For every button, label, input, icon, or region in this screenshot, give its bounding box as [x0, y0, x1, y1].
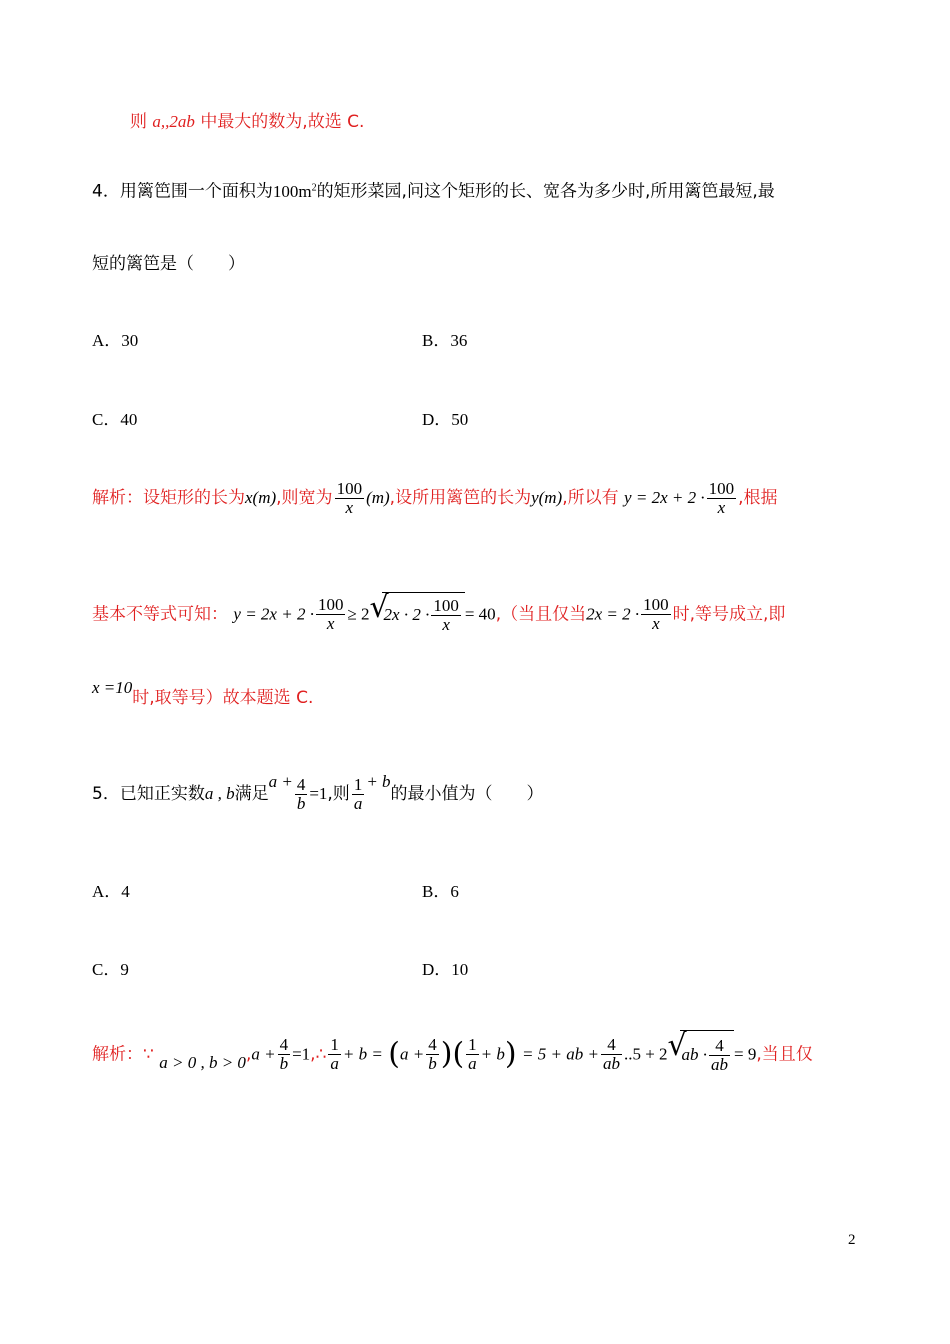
q4-sol-width-fraction: [335, 480, 365, 517]
q4-sol2-frac1-den: x: [326, 614, 335, 633]
q5-cond-eq: =1: [309, 784, 328, 803]
q5-sol-c-eq: =1: [292, 1044, 311, 1064]
q4-sol2-frac1-num: 100: [317, 595, 344, 614]
q5-cond-frac-den: b: [296, 793, 306, 813]
q5-option-d[interactable]: [422, 958, 468, 982]
q5-sol-left-frac: [426, 1036, 439, 1073]
q4-sol-text-a: 解析：设矩形的长为: [92, 488, 245, 508]
q5-sol-eq9: = 9: [734, 1044, 757, 1064]
q5-number: 5．: [92, 784, 120, 804]
q5-sol-rad-frac-den: ab: [711, 1054, 729, 1074]
q4-sol2-rad-text: 2x · 2 ·: [383, 605, 430, 624]
q5-sol-one-over-a: [328, 1036, 341, 1073]
q5-sol-ge: ..5 + 2: [623, 1044, 668, 1064]
q5-sol-pos: a > 0 , b > 0: [159, 1052, 246, 1072]
q4-sol2-text-c: 时,等号成立,即: [672, 604, 786, 625]
q4-text-c: 短的篱笆是（ ）: [92, 254, 245, 274]
right-paren-icon: ): [440, 1036, 453, 1072]
right-paren-icon: ): [504, 1036, 517, 1072]
q5-sol-mid-frac: [466, 1036, 479, 1073]
q4-sol-eq-frac-num: 100: [708, 478, 735, 498]
q4-option-d[interactable]: [422, 408, 468, 432]
q5-sol-tail: ,当且仅: [756, 1044, 813, 1065]
q5-text-b: 满足: [234, 784, 269, 804]
q4-option-a[interactable]: [92, 329, 138, 353]
q4-sol2-rad-frac: [431, 597, 461, 634]
q4-sol2-cond-frac-num: 100: [643, 595, 669, 614]
q3-conclusion: [130, 110, 364, 134]
q4-sol2-rad-frac-num: 100: [433, 595, 459, 615]
q5-sol-eq5: = 5 + ab +: [522, 1044, 599, 1064]
q5-option-a[interactable]: [92, 880, 130, 904]
q5-expr-frac-den: a: [353, 793, 363, 813]
q4-area-exp: 2: [311, 182, 317, 193]
q5-option-a-label: A．4: [92, 882, 130, 901]
q4-option-b[interactable]: [422, 329, 467, 353]
q4-sol2-cond-frac: [641, 596, 671, 633]
q4-stem-line1: [92, 176, 775, 204]
q4-sol2-eq1: y = 2x + 2 ·: [233, 604, 314, 624]
q5-expr-plus-b: + b: [366, 772, 391, 791]
q5-sol-rad-frac: [709, 1037, 730, 1074]
q4-sol-text-c: ,设所用篱笆的长为: [389, 488, 532, 508]
q5-sol-left-frac-num: 4: [428, 1035, 437, 1054]
q5-sol-one-over-a-den: a: [330, 1054, 339, 1073]
q5-sol-c-frac: [278, 1036, 291, 1073]
q4-sol2-ge: ≥ 2: [347, 604, 370, 624]
q4-option-a-label: A．30: [92, 331, 139, 350]
page-number-text: 2: [848, 1232, 856, 1248]
q5-sol-one-over-a-num: 1: [330, 1035, 339, 1054]
q4-solution-line1: [92, 478, 778, 518]
radical-icon: √: [369, 590, 389, 625]
q4-sol-xm: x(m): [245, 488, 277, 507]
q3-math: a,,2ab: [152, 112, 195, 131]
q4-sol-text-b: ,则宽为: [276, 488, 333, 508]
q5-sol-rad-ab: ab ·: [681, 1045, 708, 1064]
q5-option-b-label: B．6: [422, 882, 459, 901]
q4-sol-frac-den: x: [345, 497, 354, 517]
q5-sol-left-frac-den: b: [428, 1054, 437, 1073]
q5-sol-mid-frac-num: 1: [468, 1035, 477, 1054]
page-number: [848, 1228, 856, 1252]
q4-sol2-text-b: ,（当且仅当: [495, 604, 587, 625]
q4-area-value: 100m: [272, 181, 312, 201]
left-paren-icon: (: [388, 1036, 400, 1072]
q4-sol-eq: y = 2x + 2 ·: [624, 488, 705, 507]
q4-sol3-eq: x =10: [92, 678, 133, 697]
q5-sol-plus-b: + b =: [342, 1044, 383, 1064]
q5-solution-line1: [92, 1030, 813, 1079]
q4-sol3-text-a: 时,取等号）故本题选 C.: [132, 688, 314, 708]
radical-icon: √: [667, 1028, 687, 1063]
q5-expr-frac-num: 1: [353, 774, 363, 794]
q5-sol-c-frac-den: b: [279, 1054, 289, 1073]
q5-cond-frac: [295, 776, 308, 813]
q5-text-a: 已知正实数: [119, 784, 205, 804]
q5-sol-mid: + b: [480, 1044, 505, 1064]
q5-sol-left-a: a +: [399, 1044, 425, 1064]
q4-sol2-cond: 2x = 2 ·: [586, 604, 640, 624]
q5-option-c-label: C．9: [92, 960, 129, 979]
q5-stem: [92, 772, 544, 816]
q5-text-c: ,则: [327, 784, 350, 804]
q5-sol-therefore: ,∴: [310, 1044, 327, 1065]
q5-sol-ab-frac-den: ab: [602, 1054, 620, 1073]
q4-sol2-cond-frac-den: x: [652, 614, 660, 633]
q5-expr-frac: [352, 776, 365, 813]
q4-option-d-label: D．50: [422, 410, 469, 429]
q4-sol-eq-fraction: [707, 480, 737, 517]
q5-cond-a: a +: [268, 772, 293, 791]
q5-sol-sqrt: [668, 1030, 735, 1079]
q5-option-d-label: D．10: [422, 960, 469, 979]
q5-option-c[interactable]: [92, 958, 129, 982]
q3-suffix: 中最大的数为,故选 C.: [200, 112, 365, 132]
q4-option-c[interactable]: [92, 408, 137, 432]
q4-sol-ym: y(m): [531, 488, 563, 507]
q4-text-b: 的矩形菜园,问这个矩形的长、宽各为多少时,所用篱笆最短,最: [316, 181, 775, 202]
q5-sol-rad-frac-num: 4: [709, 1037, 730, 1056]
q5-sol-lead: 解析：∵: [92, 1044, 154, 1065]
q4-area: [273, 182, 317, 201]
q4-solution-line2: [92, 592, 785, 637]
q4-sol2-frac1: [316, 596, 346, 633]
q5-cond-frac-num: 4: [296, 774, 306, 794]
q4-option-c-label: C．40: [92, 410, 138, 429]
q4-sol-text-d: ,所以有: [562, 488, 619, 508]
q4-sol2-sqrt: [370, 592, 465, 637]
q4-number: 4．: [92, 181, 120, 202]
q4-sol-text-e: ,根据: [738, 488, 778, 508]
q5-sol-c-a: a +: [251, 1044, 276, 1064]
q4-text-a: 用篱笆围一个面积为: [119, 181, 273, 202]
q5-sol-mid-frac-den: a: [468, 1054, 477, 1073]
q3-prefix: 则: [130, 112, 147, 132]
q5-sol-comma: ,: [245, 1044, 252, 1065]
q4-sol-m: (m): [366, 488, 390, 507]
left-paren-icon: (: [452, 1036, 465, 1072]
q5-sol-ab-frac: [601, 1036, 622, 1073]
q4-sol2-text-a: 基本不等式可知：: [92, 604, 228, 625]
q4-sol-eq-frac-den: x: [717, 497, 726, 517]
q4-sol2-eq40: = 40: [464, 604, 496, 624]
q5-sol-ab-frac-num: 4: [601, 1036, 622, 1055]
q4-option-b-label: B．36: [422, 331, 468, 350]
q5-sol-c-frac-num: 4: [279, 1035, 289, 1054]
q4-sol2-rad-frac-den: x: [442, 614, 450, 634]
q4-stem-line2: [92, 252, 245, 276]
q4-solution-line3: [92, 678, 314, 710]
q4-sol-frac-num: 100: [336, 478, 363, 498]
q5-text-d: 的最小值为（ ）: [390, 784, 544, 804]
q5-vars: a , b: [204, 784, 235, 803]
q5-option-b[interactable]: [422, 880, 459, 904]
